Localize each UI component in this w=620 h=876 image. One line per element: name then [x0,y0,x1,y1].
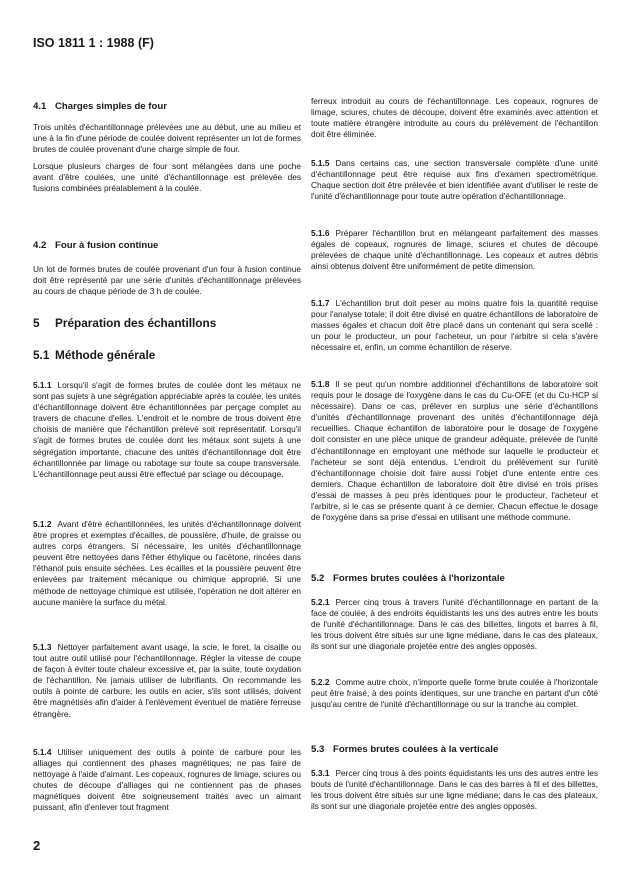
heading-number: 5 [33,316,40,330]
heading-title: Méthode générale [55,348,156,362]
clause-text: Nettoyer parfaitement avant usage, la scie, le foret, la cisaille ou tout autre outil utilisé pour l'échantillonnage. Régler la vitesse de coupe de façon à éviter toute chaleur excessive et, par la suite, toute oxydation de l'échantillon. Ne jamais utiliser de lubrifiants. On recommande les outils à pointe de carbure; les outils en acier, s'ils sont utilisés, doivent être magnétisés afin d'aider à l'enlèvement éventuel de matière ferreuse étrangère. [33,642,301,719]
heading-number: 5.1 [33,348,50,362]
paragraph-5-1-2 [33,519,301,608]
document-header: ISO 1811 1 : 1988 (F) [33,36,154,50]
heading-5-3 [311,744,498,755]
heading-5 [33,316,216,330]
paragraph-5-1-7 [311,298,598,353]
paragraph-5-1-6 [311,228,598,272]
paragraph-5-1-1 [33,380,301,480]
clause-number: 5.1.4 [33,747,52,757]
heading-4-2 [33,240,158,251]
clause-text: Percer cinq trous à travers l'unité d'échantillonnage en partant de la face de coulée, à des endroits équidistants les uns des autres entre les bouts de l'unité d'échantillonnage. Dans le cas des billettes, lingots et barres à fil, les trous doivent être situés sur une ligne médiane, dans le cas des plateaux, ils sont sur une diagonale projetée entre des angles opposés. [311,597,598,652]
clause-number: 5.1.7 [311,298,330,308]
clause-number: 5.1.5 [311,158,330,168]
clause-text: Utiliser uniquement des outils à pointe de carbure pour les alliages qui contiennent des phases magnétiques; ne pas faire de nettoyage à l'aide d'aimant. Les copeaux, rognures de limage, sciures ou chutes de découpe d'alliages qui ne contiennent pas de phases magnétiques doivent être soigneusement traités avec un aimant puissant, afin d'enlever tout fragment [33,747,301,813]
clause-number: 5.1.1 [33,380,52,390]
paragraph-5-2-1 [311,597,598,652]
page-number: 2 [33,838,41,853]
clause-number: 5.2.2 [311,677,330,687]
clause-text: Préparer l'échantillon brut en mélangeant parfaitement des masses égales de copeaux, rognures de limage, sciures et chutes de découpe prélevées de chaque unité d'échantillonnage. Les copeaux et autres débris ainsi obtenus doivent être uniformément de petite dimension. [311,228,598,272]
heading-number: 4.2 [33,240,47,251]
clause-number: 5.3.1 [311,768,330,778]
heading-5-2 [311,573,505,584]
clause-text: Avant d'être échantillonnées, les unités d'échantillonnage doivent être propres et exemptes d'écailles, de poussière, d'huile, de graisse ou autres corps étrangers. Si nécessaire, les unités d'échantillonnage peuvent être nettoyées dans l'éther éthylique ou l'acétone, rincées dans l'éthanol puis ensuite séchées. Les écailles et la poussière peuvent être enlevées par traitement mécanique ou chimique approprié. Si une méthode de nettoyage chimique est utilisée, l'opération ne doit altérer en aucune manière la surface du métal. [33,519,301,607]
clause-text: L'échantillon brut doit peser au moins quatre fois la quantité requise pour l'analyse totale; il doit être divisé en quatre échantillons de laboratoire de masses égales et chacun doit être placé dans un contenant qui sera scellé : un pour le producteur, un pour l'acheteur, un pour l'arbitre si cela s'avère nécessaire et, enfin, un comme échantillon de réserve. [311,298,598,353]
clause-text: Lorsqu'il s'agit de formes brutes de coulée dont les métaux ne sont pas sujets à une ségrégation appréciable après la coulée, les unités d'échantillonnage doivent être échantillonnées par perçage complet au travers de chacune d'elles. L'endroit et le nombre de trous doivent être choisis de manière que l'échantillon prélevé soit représentatif. Lorsqu'il s'agit de formes brutes de coulée dont les métaux sont sujets à une ségrégation importante, chacune des unités d'échantillonnage doit être échantillonnée par limage ou rabotage sur toute sa coupe transversale. L'échantillonnage peut aussi être effectué par sciage ou découpage. [33,380,301,479]
heading-number: 5.2 [311,573,325,584]
heading-title: Formes brutes coulées à la verticale [333,744,499,755]
heading-title: Formes brutes coulées à l'horizontale [333,573,505,584]
paragraph-5-1-5 [311,158,598,202]
paragraph-5-3-1 [311,768,598,812]
clause-text: Dans certains cas, une section transversale complète d'une unité d'échantillonnage peut être requise aux fins d'examen spectrométrique. Chaque section doit être prélevée et bien identifiée avant d'utiliser le reste de l'unité d'échantillonnage pour toute autre opération d'échantillonnage. [311,158,598,202]
heading-number: 4.1 [33,101,47,112]
heading-title: Charges simples de four [55,101,167,112]
paragraph-5-1-4 [33,747,301,814]
paragraph-5-1-4-continued: ferreux introduit au cours de l'échantillonnage. Les copeaux, rognures de limage, sciures, chutes de découpe, doivent être examinés avec attention et toute matière étrangère introduite au cours du prélèvement de l'échantillon doit être éliminée. [311,96,598,140]
paragraph-5-2-2 [311,677,598,710]
clause-number: 5.1.3 [33,642,52,652]
heading-title: Four à fusion continue [55,240,159,251]
clause-number: 5.1.2 [33,519,52,529]
clause-number: 5.1.8 [311,379,330,389]
heading-4-1 [33,101,167,112]
heading-title: Préparation des échantillons [55,316,217,330]
paragraph-4-2: Un lot de formes brutes de coulée provenant d'un four à fusion continue doit être représenté par une série d'unités d'échantillonnage prélevées au cours de chaque période de 3 h de coulée. [33,264,301,297]
paragraph-5-1-8 [311,379,598,523]
paragraph-4-1-a: Trois unités d'échantillonnage prélevées une au début, une au milieu et une à la fin d'une période de coulée doivent représenter un lot de formes brutes de coulée provenant d'une charge simple de four. [33,122,301,155]
paragraph-5-1-3 [33,642,301,720]
heading-number: 5.3 [311,744,325,755]
clause-text: Percer cinq trous à des points équidistants les uns des autres entre les bouts de l'unité d'échantillonnage. Dans le cas des barres à fil et des billettes, les trous doivent être situés sur une ligne médiane; dans le cas des plateaux, ils sont sur une diagonale projetée entre des angles opposés. [311,768,598,812]
clause-text: Comme autre choix, n'importe quelle forme brute coulée à l'horizontale peut être fraisé, à des points identiques, sur une tranche en partant d'un côté jusqu'au centre de l'unité d'échantillonnage ou sur la tranche au complet. [311,677,598,710]
clause-number: 5.1.6 [311,228,330,238]
paragraph-4-1-b: Lorsque plusieurs charges de four sont mélangées dans une poche avant d'être coulées, une unité d'échantillonnage est prélevée des fusions combinées préalablement à la coulée. [33,161,301,194]
heading-5-1 [33,348,155,362]
clause-text: Il se peut qu'un nombre additionnel d'échantillons de laboratoire soit requis pour le dosage de l'oxygène dans le cas du Cu-OFE (et du Cu-HCP si nécessaire). Dans ce cas, prélever en surplus une série d'échantillons d'unités d'échantillonnage provenant des unités d'échantillonnage déjà recueillies. Chaque échantillon de laboratoire pour le dosage de l'oxygène doit consister en une pièce unique de grandeur adéquate, prélevée de l'unité d'échantillonnage en employant une méthode sur laquelle le producteur et l'acheteur se sont déjà entendus. L'endroit du prélèvement sur l'unité d'échantillonnage choisie doit faire aussi l'objet d'une entente entre ces derniers. Chaque échantillon de laboratoire doit être divisé en trois prises d'essai de masses à peu près identiques pour le producteur, l'acheteur et l'arbitre, si le cas se présente quant à ce dernier. Chacun effectue le dosage de l'oxygène dans sa prise d'essai en utilisant une méthode commune. [311,379,598,523]
clause-number: 5.2.1 [311,597,330,607]
